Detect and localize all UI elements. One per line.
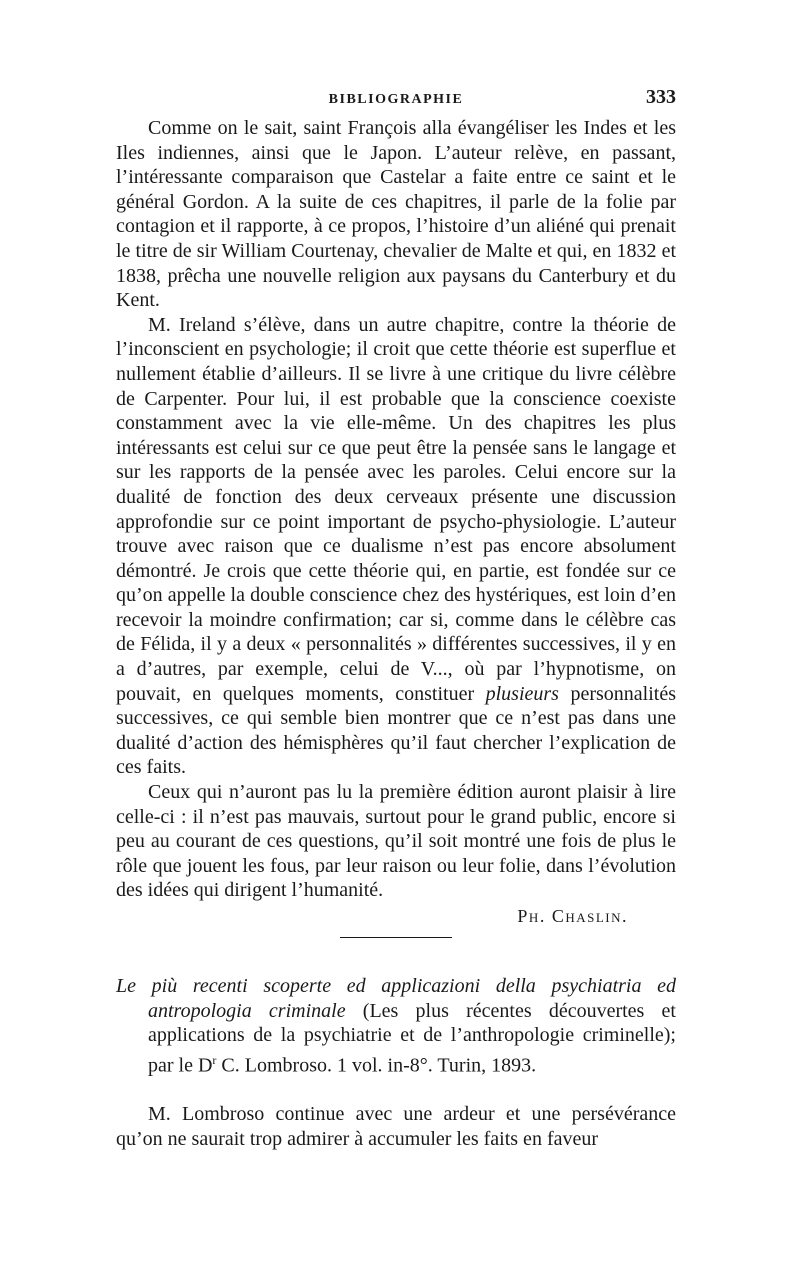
paragraph-ireland-italic: plusieurs <box>485 682 559 705</box>
paragraph-saint-francois: Comme on le sait, saint François alla évangéliser les Indes et les Iles indiennes, ainsi que le Japon. L’auteur relève, en passant, l’intéressante comparaison que Castelar a faite entre ce saint et le général Gordon. A la suite de ces chapitres, il parle de la folie par contagion et il rapporte, à ce propos, l’histoire d’un aliéné qui prenait le titre de sir William Courtenay, chevalier de Malte et qui, en 1832 et 1838, prêcha une nouvelle religion aux paysans du Canterbury et du Kent. <box>116 117 676 312</box>
paragraph-conclusion: Ceux qui n’auront pas lu la première édition auront plaisir à lire celle-ci : il n’est pas mauvais, surtout pour le grand public, encore si peu au courant de ces questions, qu’il soit montré une fois de plus le rôle que jouent les fous, par leur raison ou leur folie, dans l’évolution des idées qui dirigent l’humanité. <box>116 781 676 902</box>
review-title-italic: Le più recenti scoperte ed applicazioni della psychiatria ed antropologia criminale <box>116 975 676 1022</box>
review-body: M. Lombroso continue avec une ardeur et une persévérance qu’on ne saurait trop admirer à accumuler les faits en faveur <box>116 1103 676 1150</box>
review-title-end: C. Lombroso. 1 vol. in-8°. Turin, 1893. <box>216 1054 537 1077</box>
author-signature: Ph. Chaslin. <box>517 906 628 926</box>
review-header <box>116 974 676 1078</box>
paragraph-ireland-tail: personnalités successives, ce qui semble bien montrer que ce n’est pas dans une dualité d’action des hémisphères qu’il faut chercher l’explication de ces faits. <box>116 682 676 779</box>
section-divider <box>340 937 452 938</box>
page-number: 333 <box>646 86 676 108</box>
review-title-sup: r <box>212 1052 217 1067</box>
book-page <box>116 86 676 1151</box>
review-title-rest: (Les plus récentes découvertes et applications de la psychiatrie et de l’anthropologie criminelle); par le D <box>148 999 676 1077</box>
running-header <box>116 86 676 116</box>
paragraph-ireland-text: M. Ireland s’élève, dans un autre chapitre, contre la théorie de l’inconscient en psychologie; il croit que cette théorie est superflue et nullement établie d’ailleurs. Il se livre à une critique du livre célèbre de Carpenter. Pour lui, il est probable que la conscience coexiste constamment avec la vie elle-même. Un des chapitres les plus intéressants est celui sur ce que peut être la pensée sans le langage et sur les rapports de la pensée avec les paroles. Celui encore sur la dualité de fonction des deux cerveaux présente une discussion approfondie sur ce point important de psycho-physiologie. L’auteur trouve avec raison que ce dualisme n’est pas encore absolument démontré. Je crois que cette théorie qui, en partie, est fondée sur ce qu’on appelle la double conscience chez des hystériques, est loin d’en recevoir la moindre confirmation; car si, comme dans le célèbre cas de Félida, il y a deux « personnalités » différentes successives, il y en a d’autres, par exemple, celui de V..., où par l’hypnotisme, on pouvait, en quelques moments, constituer <box>116 313 676 705</box>
running-title: BIBLIOGRAPHIE <box>328 92 464 107</box>
paragraph-ireland <box>116 313 676 780</box>
